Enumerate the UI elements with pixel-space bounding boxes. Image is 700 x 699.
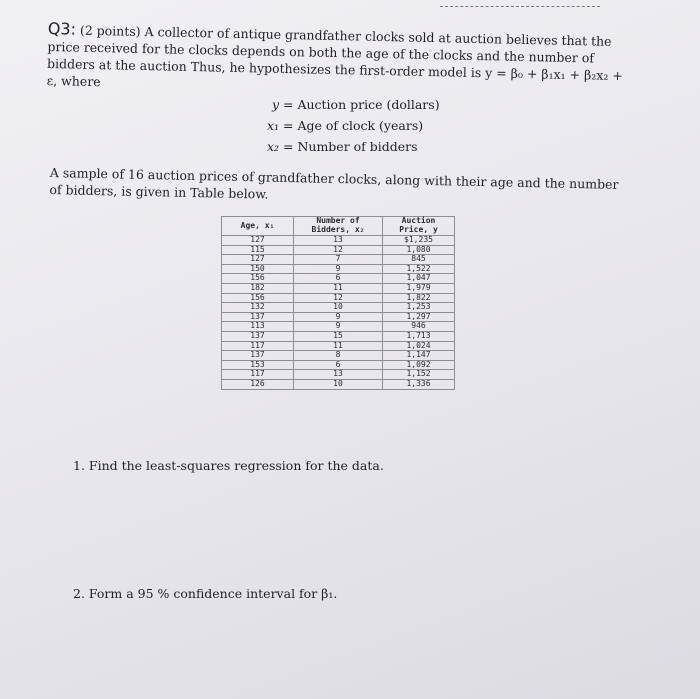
price-cell: 1,979 <box>383 283 455 293</box>
price-cell: 1,297 <box>383 312 455 322</box>
age-cell: 137 <box>222 312 294 322</box>
age-cell: 132 <box>222 303 294 313</box>
age-cell: 126 <box>222 379 294 389</box>
age-cell: 127 <box>222 255 294 265</box>
price-cell: 1,092 <box>383 360 455 370</box>
bidders-cell: 11 <box>294 283 383 293</box>
table-row <box>222 255 455 265</box>
table-row <box>222 370 455 380</box>
sample-description: A sample of 16 auction prices of grandfather clocks, along with their age and the number of bidders, is given in Table below. <box>49 164 619 202</box>
price-cell: 1,822 <box>383 293 455 303</box>
table-row <box>222 322 455 332</box>
header-age: Age, x₁ <box>222 217 294 236</box>
question-intro <box>47 20 628 101</box>
age-cell: 182 <box>222 283 294 293</box>
price-cell: 1,047 <box>383 274 455 284</box>
price-cell: 1,152 <box>383 370 455 380</box>
age-cell: 156 <box>222 274 294 284</box>
bidders-cell: 13 <box>294 370 383 380</box>
age-cell: 117 <box>222 370 294 380</box>
price-cell: 845 <box>383 255 455 265</box>
definition-row: x₁ = Age of clock (years) <box>266 118 424 133</box>
bidders-cell: 6 <box>294 274 383 284</box>
question-2: 2. Form a 95 % confidence interval for β₁. <box>73 586 338 601</box>
age-cell: 115 <box>222 245 294 255</box>
age-cell: 127 <box>222 236 294 246</box>
table-row <box>222 303 455 313</box>
bidders-cell: 9 <box>294 264 383 274</box>
variable-definitions <box>255 94 440 157</box>
price-cell: 1,147 <box>383 351 455 361</box>
data-table <box>221 216 455 390</box>
top-divider <box>440 6 600 7</box>
price-cell: 1,024 <box>383 341 455 351</box>
header-bidders: Number of Bidders, x₂ <box>294 217 383 236</box>
question-1: 1. Find the least-squares regression for the data. <box>73 458 384 473</box>
price-cell: 1,336 <box>383 379 455 389</box>
bidders-cell: 7 <box>294 255 383 265</box>
price-cell: 1,522 <box>383 264 455 274</box>
bidders-cell: 9 <box>294 312 383 322</box>
bidders-cell: 10 <box>294 303 383 313</box>
table-row <box>222 283 455 293</box>
question-points: (2 points) <box>79 22 141 39</box>
bidders-cell: 13 <box>294 236 383 246</box>
age-cell: 137 <box>222 351 294 361</box>
age-cell: 113 <box>222 322 294 332</box>
price-cell: 1,713 <box>383 331 455 341</box>
age-cell: 156 <box>222 293 294 303</box>
price-cell: 1,253 <box>383 303 455 313</box>
age-cell: 153 <box>222 360 294 370</box>
bidders-cell: 15 <box>294 331 383 341</box>
definition-row: y = Auction price (dollars) <box>271 97 440 112</box>
table-row <box>222 331 455 341</box>
age-cell: 150 <box>222 264 294 274</box>
price-cell: 946 <box>383 322 455 332</box>
bidders-cell: 11 <box>294 341 383 351</box>
bidders-cell: 12 <box>294 293 383 303</box>
header-price: Auction Price, y <box>383 217 455 236</box>
bidders-cell: 12 <box>294 245 383 255</box>
table-header-row <box>222 217 455 236</box>
definition-row: x₂ = Number of bidders <box>266 139 418 154</box>
table-row <box>222 236 455 246</box>
bidders-cell: 8 <box>294 351 383 361</box>
age-cell: 117 <box>222 341 294 351</box>
price-cell: 1,080 <box>383 245 455 255</box>
table-row <box>222 379 455 389</box>
age-cell: 137 <box>222 331 294 341</box>
question-text: A collector of antique grandfather clocks sold at auction believes that the price received for the clocks depends on both the age of the clocks and the number of bidders at the auction Thus, he hypothesizes the first-order model is y = β₀ + β₁x₁ + β₂x₂ + ε, where <box>46 24 623 90</box>
bidders-cell: 9 <box>294 322 383 332</box>
bidders-cell: 6 <box>294 360 383 370</box>
table-row <box>222 351 455 361</box>
price-cell: $1,235 <box>383 236 455 246</box>
question-number: Q3: <box>47 19 77 39</box>
bidders-cell: 10 <box>294 379 383 389</box>
